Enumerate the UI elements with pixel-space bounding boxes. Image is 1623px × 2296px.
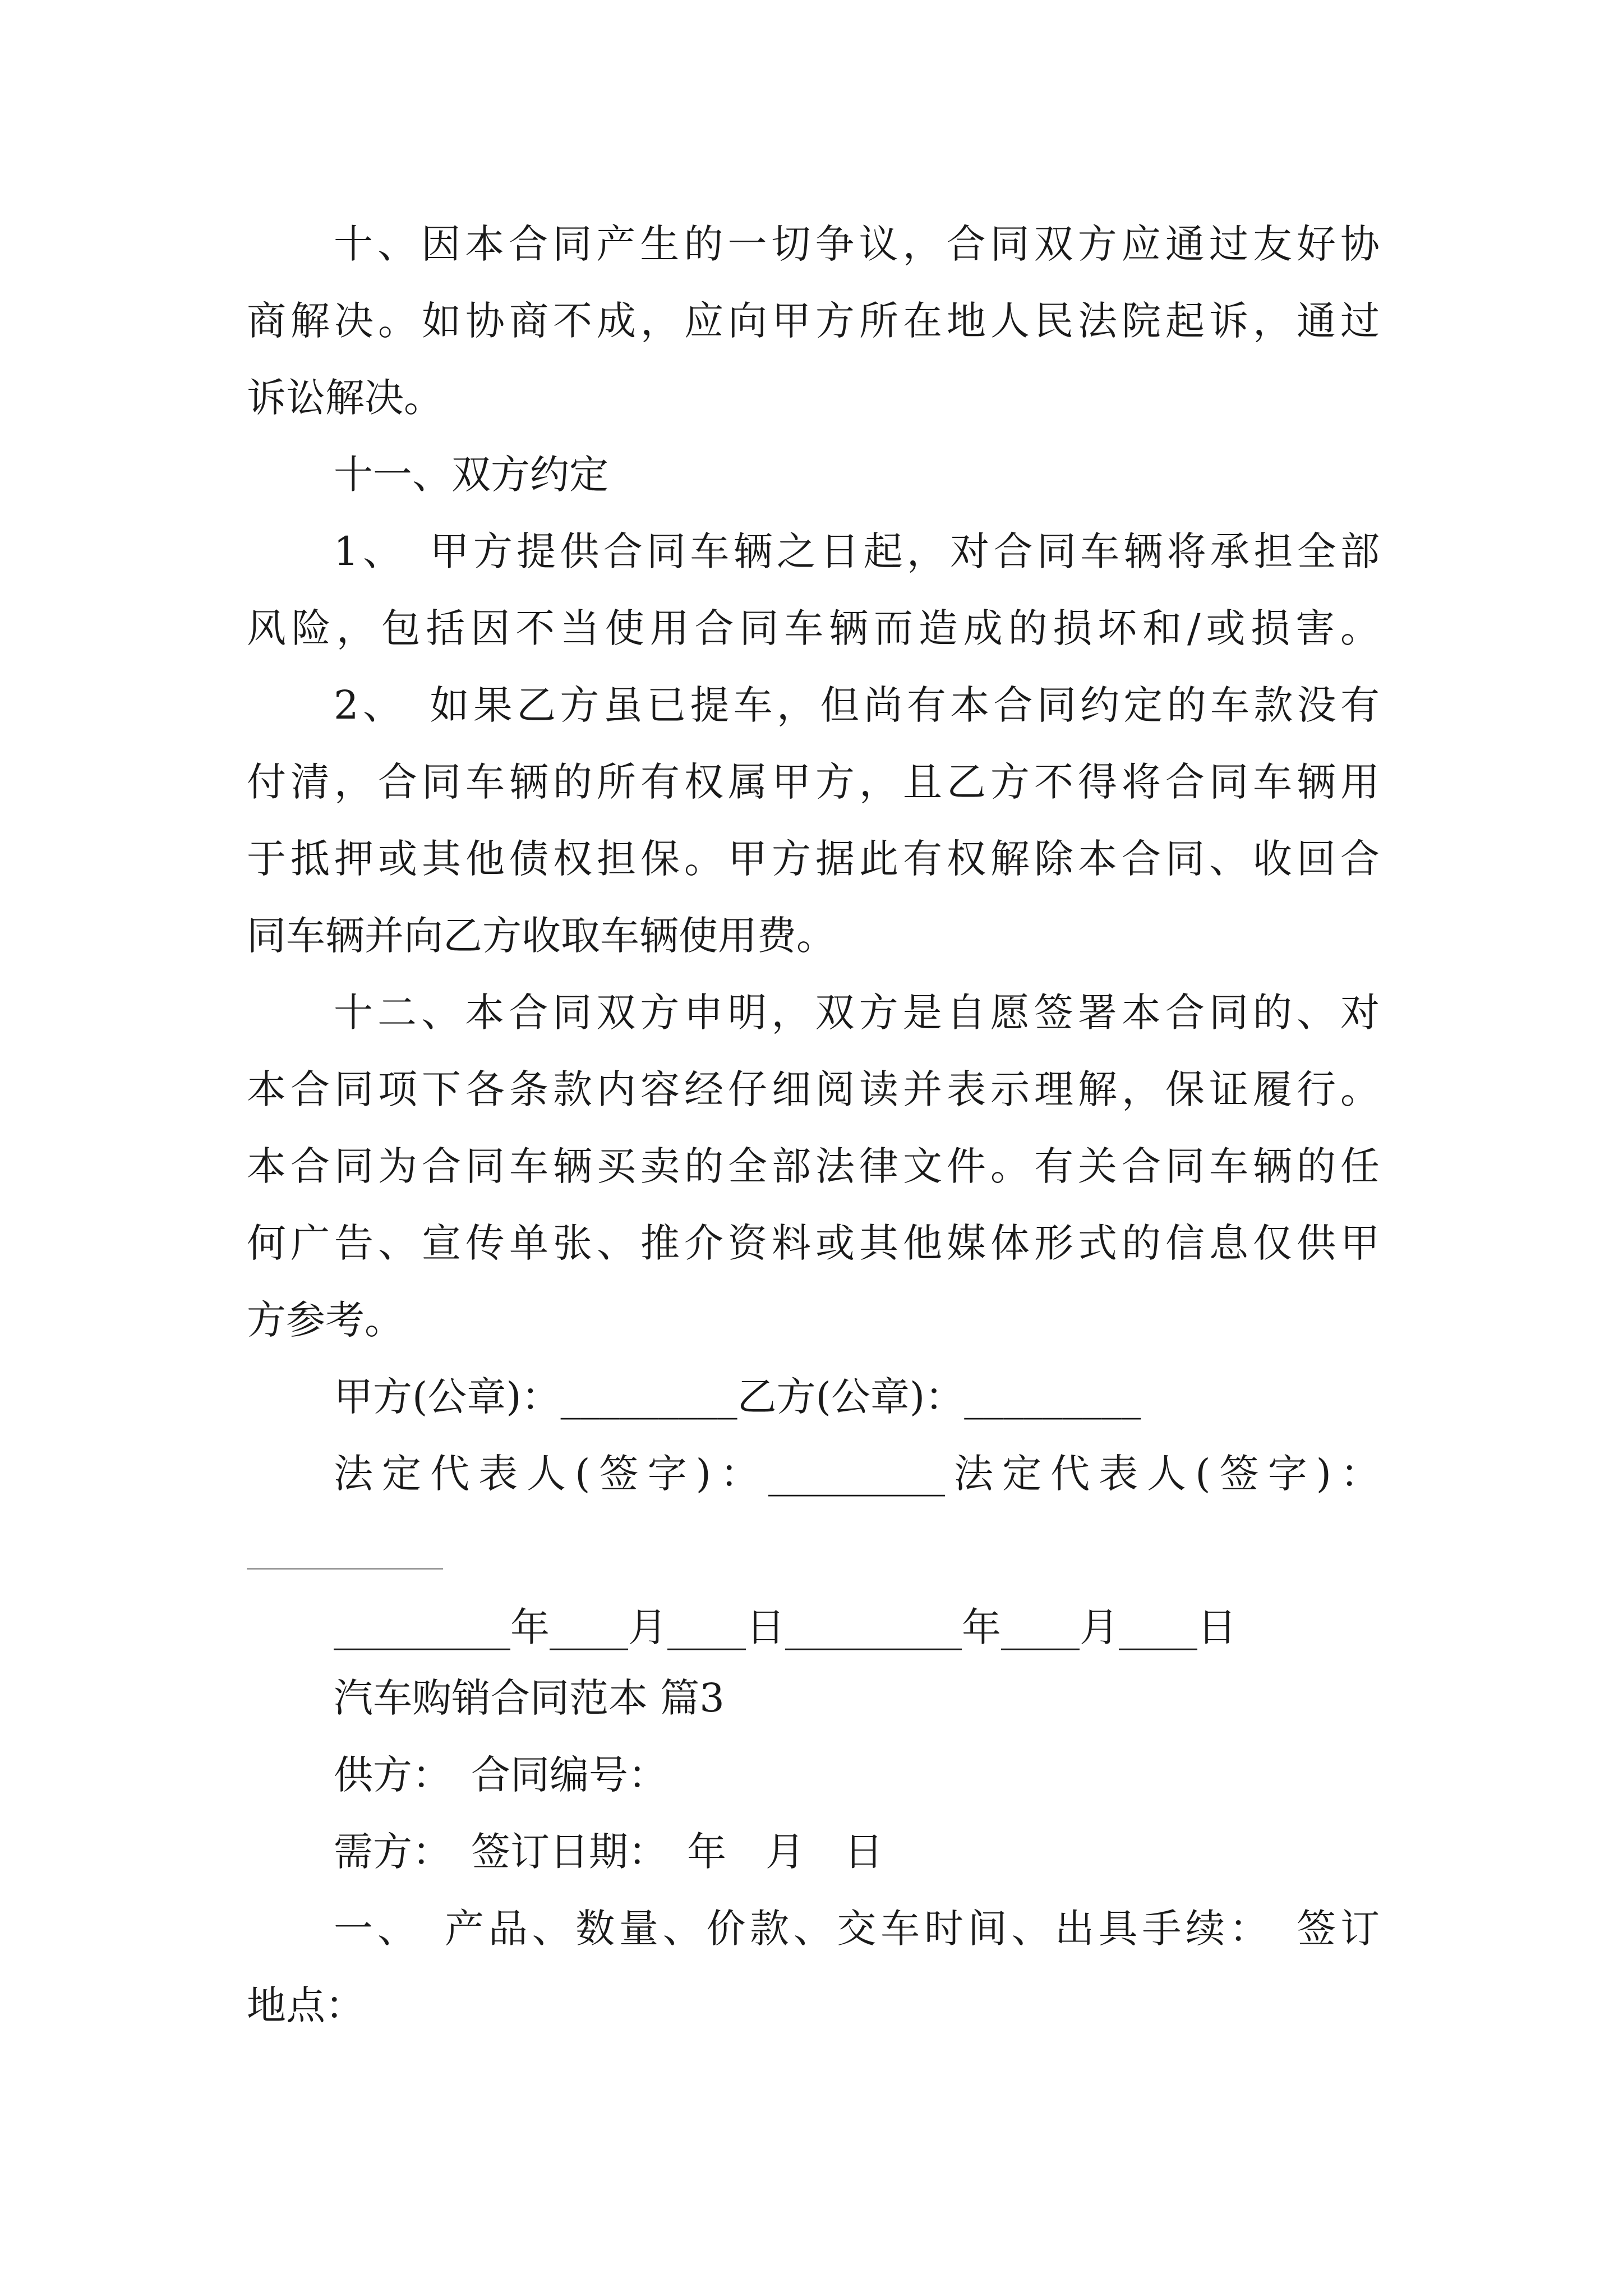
clause-12-line-5: 方参考。: [247, 1297, 404, 1343]
clause-11-item-2-line-3: 于抵押或其他债权担保。甲方据此有权解除本合同、收回合: [247, 836, 1380, 882]
clause-11-item-1-line-2: 风险，包括因不当使用合同车辆而造成的损坏和/或损害。: [247, 605, 1380, 651]
date-line: _________年____月____日_________年____月____日: [334, 1604, 1237, 1650]
buyer-line: 需方： 签订日期： 年 月 日: [334, 1829, 883, 1875]
clause-11-item-1-line-1: 1、 甲方提供合同车辆之日起，对合同车辆将承担全部: [334, 528, 1380, 574]
clause-11-heading: 十一、双方约定: [334, 452, 608, 498]
signature-blank-underline: [247, 1568, 443, 1570]
legal-rep-signature-line: 法定代表人(签字)：_________法定代表人(签字)：: [334, 1451, 1380, 1497]
clause-11-item-2-line-1: 2、 如果乙方虽已提车，但尚有本合同约定的车款没有: [334, 682, 1380, 728]
section-title: 汽车购销合同范本 篇3: [334, 1675, 725, 1721]
supplier-line: 供方： 合同编号：: [334, 1752, 667, 1798]
clause-12-line-4: 何广告、宣传单张、推介资料或其他媒体形式的信息仅供甲: [247, 1220, 1380, 1266]
clause-12-line-1: 十二、本合同双方申明，双方是自愿签署本合同的、对: [334, 990, 1380, 1036]
article-1-line-2: 地点：: [247, 1982, 365, 2028]
clause-10-line-2: 商解决。如协商不成，应向甲方所在地人民法院起诉，通过: [247, 298, 1380, 344]
clause-10-line-1: 十、因本合同产生的一切争议，合同双方应通过友好协: [334, 221, 1380, 267]
party-seal-line: 甲方(公章)：_________乙方(公章)：_________: [334, 1374, 1141, 1420]
article-1-line-1: 一、 产品、数量、价款、交车时间、出具手续： 签订: [334, 1906, 1380, 1952]
clause-11-item-2-line-4: 同车辆并向乙方收取车辆使用费。: [247, 913, 836, 959]
clause-11-item-2-line-2: 付清，合同车辆的所有权属甲方，且乙方不得将合同车辆用: [247, 759, 1380, 805]
clause-12-line-2: 本合同项下各条款内容经仔细阅读并表示理解，保证履行。: [247, 1066, 1380, 1112]
clause-12-line-3: 本合同为合同车辆买卖的全部法律文件。有关合同车辆的任: [247, 1143, 1380, 1189]
clause-10-line-3: 诉讼解决。: [247, 375, 443, 421]
